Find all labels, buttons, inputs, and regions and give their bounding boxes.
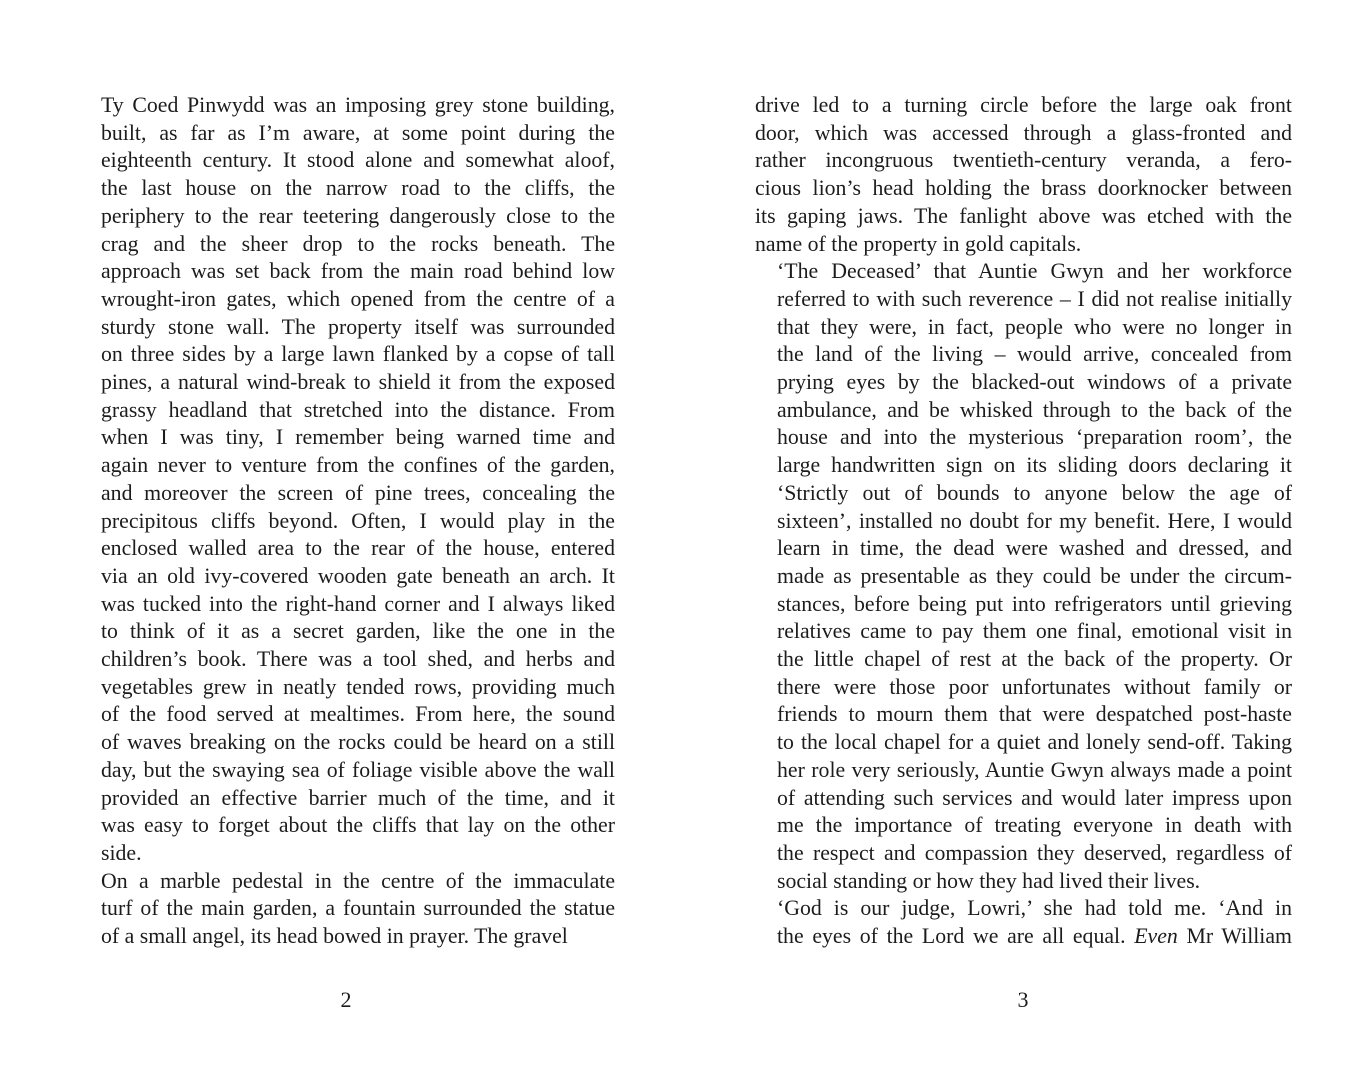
text-line: to think of it as a secret garden, like the one in the xyxy=(101,619,615,644)
right-page xyxy=(683,0,1367,1080)
text-line: eighteenth century. It stood alone and somewhat aloof, xyxy=(101,148,615,173)
text-line: on three sides by a large lawn flanked by a copse of tall xyxy=(101,342,615,367)
text-line: again never to venture from the confines of the garden, xyxy=(101,453,615,478)
text-line: rather incongruous twentieth-century veranda, a fero- xyxy=(755,148,1292,173)
text-line: large handwritten sign on its sliding doors declaring it xyxy=(777,453,1292,478)
right-page-number: 3 xyxy=(1017,987,1029,1012)
text-line: grassy headland that stretched into the distance. From xyxy=(101,397,615,422)
text-line: precipitous cliffs beyond. Often, I would play in the xyxy=(101,508,615,533)
text-line: prying eyes by the blacked-out windows of a private xyxy=(777,370,1292,395)
left-page xyxy=(0,0,683,1080)
text-line: provided an effective barrier much of the time, and it xyxy=(101,785,615,810)
text-line: pines, a natural wind-break to shield it from the exposed xyxy=(101,370,615,395)
text-line: the last house on the narrow road to the cliffs, the xyxy=(101,176,615,201)
text-line: built, as far as I’m aware, at some point during the xyxy=(101,120,615,145)
text-line: the land of the living – would arrive, concealed from xyxy=(777,342,1292,367)
right-page-text xyxy=(755,92,1292,951)
text-line: name of the property in gold capitals. xyxy=(755,231,1082,256)
text-line: made as presentable as they could be under the circum- xyxy=(777,563,1292,588)
text-line: there were those poor unfortunates without family or xyxy=(777,674,1292,699)
text-line: approach was set back from the main road behind low xyxy=(101,259,615,284)
paragraph xyxy=(755,92,1292,258)
paragraph xyxy=(755,258,1292,895)
text-line: its gaping jaws. The fanlight above was etched with the xyxy=(755,203,1292,228)
text-line: vegetables grew in neatly tended rows, providing much xyxy=(101,674,615,699)
text-line: was tucked into the right-hand corner and I always liked xyxy=(101,591,615,616)
text-line: stances, before being put into refrigerators until grieving xyxy=(777,591,1292,616)
text-line: drive led to a turning circle before the large oak front xyxy=(755,93,1292,117)
text-line: friends to mourn them that were despatched post-haste xyxy=(777,702,1292,727)
text-line: the respect and compassion they deserved, regardless of xyxy=(777,840,1292,865)
text-line: the little chapel of rest at the back of the property. Or xyxy=(777,647,1292,672)
text-line: turf of the main garden, a fountain surrounded the statue xyxy=(101,896,615,921)
left-page-text xyxy=(79,92,615,951)
text-line: Ty Coed Pinwydd was an imposing grey stone building, xyxy=(101,93,615,117)
text-line: that they were, in fact, people who were no longer in xyxy=(777,314,1292,339)
text-line: of waves breaking on the rocks could be heard on a still xyxy=(101,730,615,755)
paragraph xyxy=(79,868,615,951)
text-line: cious lion’s head holding the brass doorknocker between xyxy=(755,176,1292,201)
text-line: ‘Strictly out of bounds to anyone below the age of xyxy=(777,480,1292,505)
text-line: via an old ivy-covered wooden gate beneath an arch. It xyxy=(101,563,615,588)
text-line: social standing or how they had lived their lives. xyxy=(777,868,1201,893)
text-line: ‘God is our judge, Lowri,’ she had told me. ‘And in xyxy=(777,896,1292,921)
text-line: to the local chapel for a quiet and lonely send-off. Taking xyxy=(777,730,1292,755)
text-line: and moreover the screen of pine trees, concealing the xyxy=(101,480,615,505)
text-line: of attending such services and would later impress upon xyxy=(777,785,1292,810)
text-line: crag and the sheer drop to the rocks beneath. The xyxy=(101,231,615,256)
text-line: of a small angel, its head bowed in prayer. The gravel xyxy=(101,924,568,949)
text-line: door, which was accessed through a glass-fronted and xyxy=(755,120,1292,145)
text-line: On a marble pedestal in the centre of the immaculate xyxy=(101,868,615,893)
text-line: house and into the mysterious ‘preparation room’, the xyxy=(777,425,1292,450)
text-line: her role very seriously, Auntie Gwyn always made a point xyxy=(777,757,1292,782)
paragraph xyxy=(755,895,1292,950)
text-line: when I was tiny, I remember being warned time and xyxy=(101,425,615,450)
text-line: of the food served at mealtimes. From here, the sound xyxy=(101,702,615,727)
text-line: wrought-iron gates, which opened from the centre of a xyxy=(101,286,615,311)
text-line: the eyes of the Lord we are all equal. Even Mr William xyxy=(777,924,1292,949)
text-line: side. xyxy=(101,840,142,865)
text-line: ambulance, and be whisked through to the back of the xyxy=(777,397,1292,422)
text-line: ‘The Deceased’ that Auntie Gwyn and her workforce xyxy=(777,259,1292,284)
text-line: learn in time, the dead were washed and dressed, and xyxy=(777,536,1292,561)
text-line: sixteen’, installed no doubt for my benefit. Here, I would xyxy=(777,508,1292,533)
text-line: sturdy stone wall. The property itself was surrounded xyxy=(101,314,615,339)
text-line: me the importance of treating everyone in death with xyxy=(777,813,1292,838)
text-line: enclosed walled area to the rear of the house, entered xyxy=(101,536,615,561)
emphasis: Even xyxy=(1134,924,1178,949)
text-line: periphery to the rear teetering dangerously close to the xyxy=(101,203,615,228)
text-line: day, but the swaying sea of foliage visible above the wall xyxy=(101,757,615,782)
text-line: was easy to forget about the cliffs that lay on the other xyxy=(101,813,615,838)
text-line: children’s book. There was a tool shed, and herbs and xyxy=(101,647,615,672)
text-line: referred to with such reverence – I did not realise initially xyxy=(777,286,1292,311)
text-line: relatives came to pay them one final, emotional visit in xyxy=(777,619,1292,644)
left-page-number: 2 xyxy=(340,987,352,1012)
paragraph xyxy=(79,92,615,868)
